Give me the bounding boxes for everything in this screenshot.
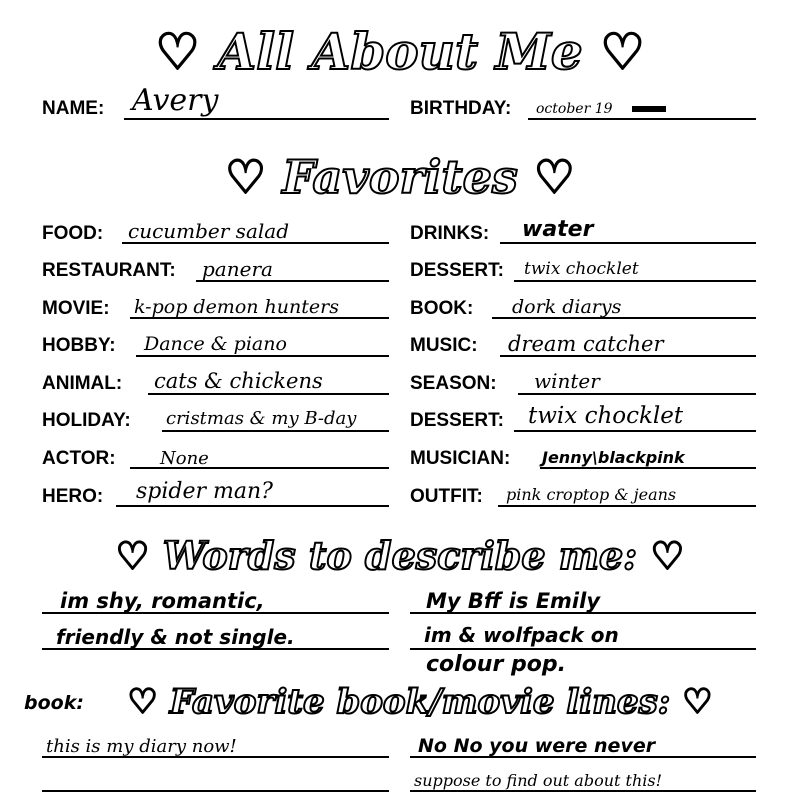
musician-value: Jenny\blackpink [542, 448, 685, 467]
book-label: BOOK: [410, 298, 474, 319]
heart-icon: ♡ [682, 682, 713, 722]
words-line-right-2 [410, 648, 756, 650]
dessert-label: DESSERT: [410, 260, 504, 281]
dessert-2-line [514, 430, 756, 432]
music-label: MUSIC: [410, 335, 478, 356]
dessert-2-value: twix chocklet [528, 403, 684, 429]
hero-value: spider man? [136, 479, 273, 504]
words-right-line-2: im & wolfpack on [424, 623, 619, 647]
actor-label: ACTOR: [42, 448, 116, 469]
words-left-line-1: im shy, romantic, [60, 589, 265, 613]
musician-label: MUSICIAN: [410, 448, 511, 469]
name-label: NAME: [42, 98, 105, 119]
holiday-label: HOLIDAY: [42, 410, 131, 431]
drinks-label: DRINKS: [410, 223, 490, 244]
lines-right-1: No No you were never [418, 735, 656, 757]
words-right-line-1: My Bff is Emily [426, 589, 601, 613]
season-label: SEASON: [410, 373, 497, 394]
birthday-scribble [632, 106, 666, 112]
hobby-value: Dance & piano [144, 333, 287, 355]
title-all-about-me [0, 22, 800, 81]
music-value: dream catcher [508, 332, 664, 356]
movie-label: MOVIE: [42, 298, 110, 319]
animal-label: ANIMAL: [42, 373, 123, 394]
outfit-label: OUTFIT: [410, 486, 483, 507]
heart-icon: ♡ [155, 22, 200, 81]
birthday-value: october 19 [536, 101, 613, 117]
lines-line-left-2 [42, 790, 389, 792]
hero-line [116, 505, 389, 507]
movie-value: k-pop demon hunters [134, 296, 339, 318]
title-text: Favorites [282, 150, 518, 204]
restaurant-value: panera [202, 257, 273, 281]
words-left-line-2: friendly & not single. [56, 625, 295, 649]
title-text: Words to describe me: [162, 533, 638, 578]
animal-value: cats & chickens [154, 369, 323, 393]
food-value: cucumber salad [128, 219, 289, 243]
heart-icon: ♡ [533, 150, 575, 204]
heart-icon: ♡ [224, 150, 267, 204]
birthday-label: BIRTHDAY: [410, 98, 512, 119]
restaurant-label: RESTAURANT: [42, 260, 176, 281]
book-margin-note: book: [24, 692, 84, 714]
hero-label: HERO: [42, 486, 104, 507]
book-value: dork diarys [512, 296, 622, 318]
actor-value: None [160, 448, 209, 469]
title-words [0, 533, 800, 578]
holiday-value: cristmas & my B-day [166, 408, 357, 429]
dessert-value: twix chocklet [524, 259, 639, 279]
title-text: All About Me [217, 22, 583, 81]
lines-left-1: this is my diary now! [46, 736, 237, 757]
title-favorites [0, 150, 800, 204]
lines-right-2: suppose to find out about this! [414, 771, 663, 790]
heart-icon: ♡ [600, 22, 645, 81]
heart-icon: ♡ [115, 533, 150, 578]
words-right-line-3: colour pop. [426, 652, 566, 677]
season-value: winter [534, 369, 600, 393]
title-text: Favorite book/movie lines: [169, 682, 671, 722]
outfit-value: pink croptop & jeans [506, 485, 677, 504]
dessert-2-label: DESSERT: [410, 410, 504, 431]
name-line [124, 118, 389, 120]
name-value: Avery [132, 83, 219, 118]
heart-icon: ♡ [650, 533, 685, 578]
hobby-label: HOBBY: [42, 335, 116, 356]
drinks-value: water [522, 217, 594, 242]
heart-icon: ♡ [127, 682, 158, 722]
food-label: FOOD: [42, 223, 104, 244]
title-lines [60, 682, 780, 722]
